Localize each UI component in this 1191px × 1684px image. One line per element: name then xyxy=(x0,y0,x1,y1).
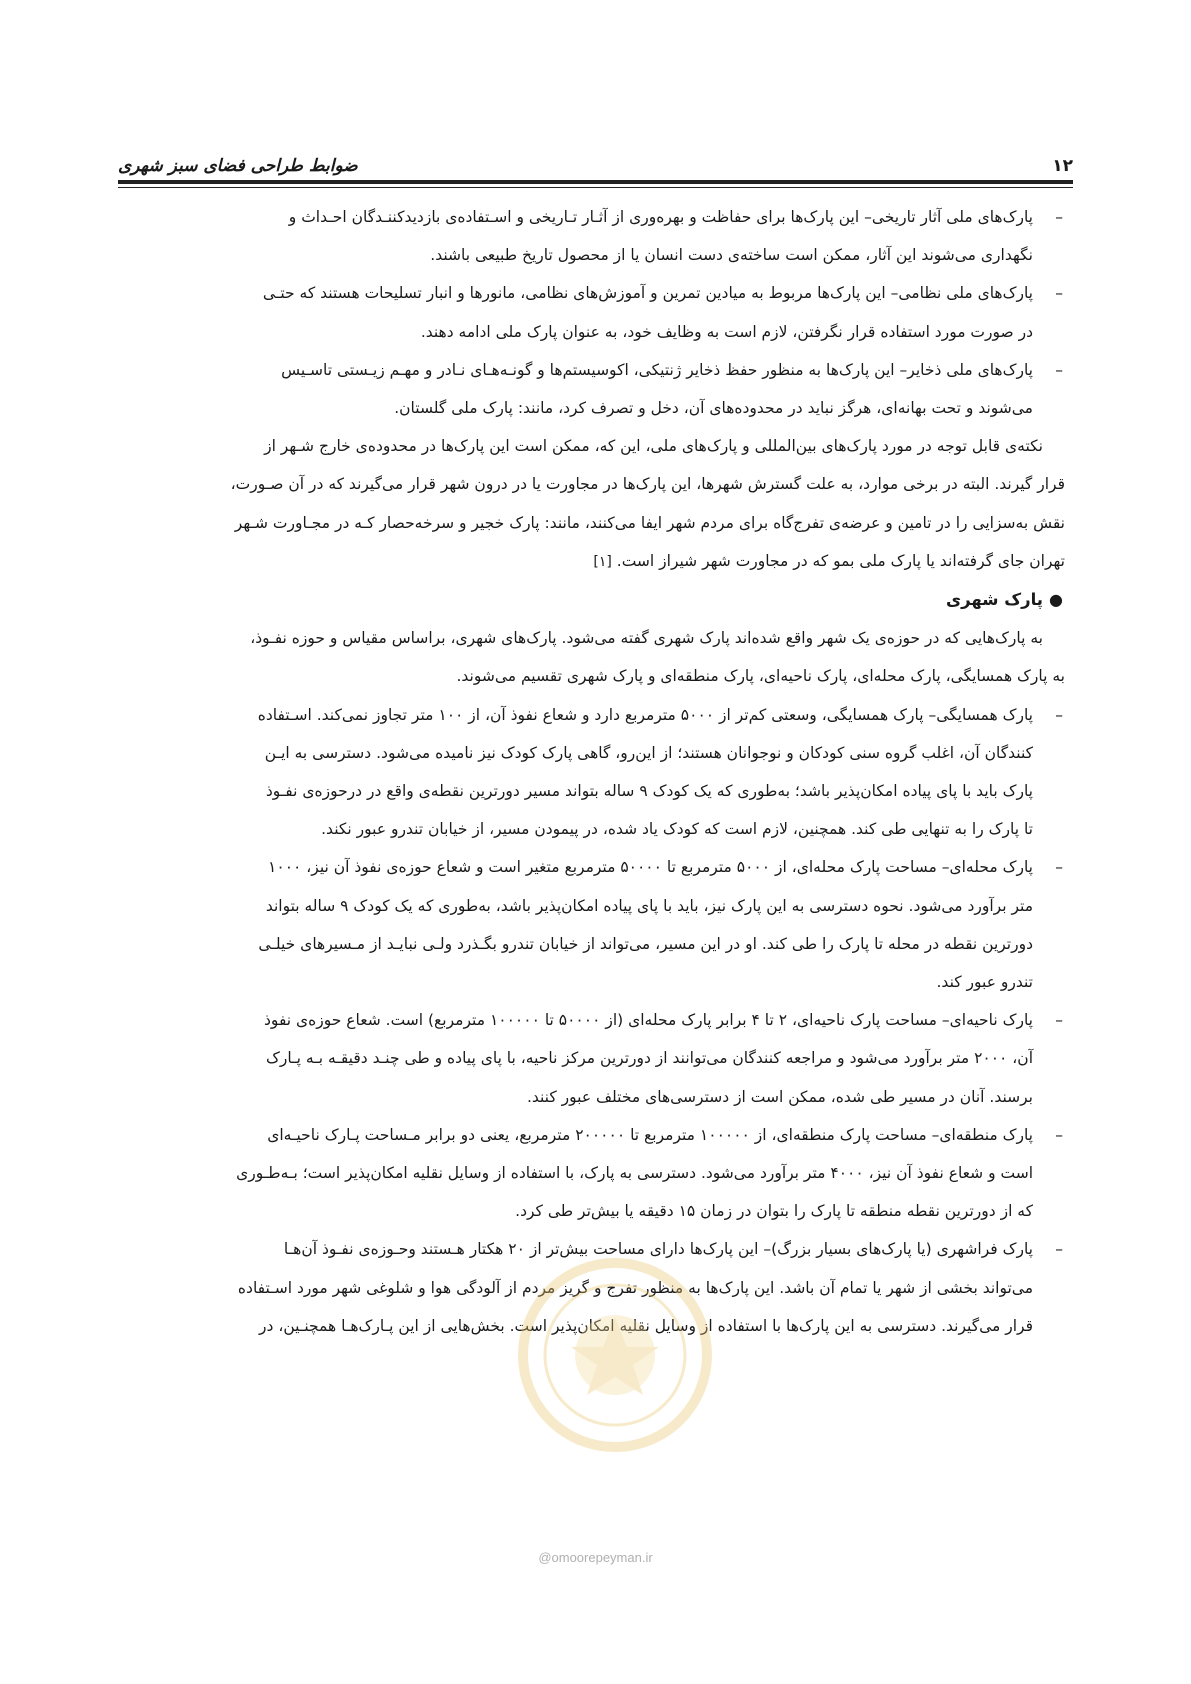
text-line: پارک‌های ملی ذخایر– این پارک‌ها به منظور حفظ ذخایر ژنتیکی، اکوسیستم‌ها و گونـه‌هـای نـادر و مهـم زیـستی تاسـیس xyxy=(281,360,1033,379)
text-line: پارک منطقه‌ای– مساحت پارک منطقه‌ای، از ۱۰۰۰۰۰ مترمربع تا ۲۰۰۰۰۰ مترمربع، یعنی دو برابر مـساحت پـارک ناحیـه‌ای xyxy=(267,1125,1033,1144)
text-line: قرار گیرند. البته در برخی موارد، به علت گسترش شهرها، این پارک‌ها در مجاورت یا در درون شهر قرار می‌گیرند که در آن صـورت، xyxy=(230,475,1065,494)
dash-bullet: – xyxy=(1055,1011,1063,1030)
running-title: ضوابط طراحی فضای سبز شهری xyxy=(118,156,358,176)
text-line: به پارک همسایگی، پارک محله‌ای، پارک ناحیه‌ای، پارک منطقه‌ای و پارک شهری تقسیم می‌شوند. xyxy=(456,667,1065,686)
intro-paragraph xyxy=(118,619,1065,695)
list-item xyxy=(118,848,1065,1001)
dash-bullet: – xyxy=(1055,858,1063,877)
bullet-icon: ● xyxy=(1049,590,1063,610)
text-line: متر برآورد می‌شود. نحوه دسترسی به این پارک نیز، باید با پای پیاده امکان‌پذیر باشد، به‌طوری که یک کودک ۹ ساله بتواند xyxy=(265,896,1033,915)
dash-bullet: – xyxy=(1055,1125,1063,1144)
dash-bullet: – xyxy=(1055,208,1063,226)
text-line: می‌تواند بخشی از شهر یا تمام آن باشد. این پارک‌ها به منظور تفرج و گریز مردم از آلودگی هوا و شلوغی شهر مورد اسـتفاده xyxy=(237,1278,1033,1297)
list-item xyxy=(118,351,1065,427)
text-line: پارک‌های ملی نظامی– این پارک‌ها مربوط به میادین تمرین و آموزش‌های نظامی، مانورها و انبار تسلیحات هستند که حتـی xyxy=(262,284,1033,303)
text-line: پارک محله‌ای– مساحت پارک محله‌ای، از ۵۰۰۰ مترمربع تا ۵۰۰۰۰ مترمربع متغیر است و شعاع حوزه‌ی نفوذ آن نیز، ۱۰۰۰ xyxy=(268,858,1033,877)
text-line: نقش به‌سزایی را در تامین و عرضه‌ی تفرج‌گاه برای مردم شهر ایفا می‌کنند، مانند: پارک خجیر و سرخه‌حصار کـه در مجـاورت شـهر xyxy=(234,513,1065,532)
text-line: پارک باید با پای پیاده امکان‌پذیر باشد؛ به‌طوری که یک کودک ۹ ساله بتواند مسیر دورترین نقطه‌ی واقع در درحوزه‌ی نفـوذ xyxy=(265,782,1033,801)
text-line: نگهداری می‌شوند این آثار، ممکن است ساخته‌ی دست انسان یا از محصول تاریخ طبیعی باشند. xyxy=(430,246,1033,265)
dash-bullet: – xyxy=(1055,360,1063,379)
text-line-content: تهران جای گرفته‌اند یا پارک ملی بمو که در مجاورت شهر شیراز است. xyxy=(616,551,1065,570)
text-line: کنندگان آن، اغلب گروه سنی کودکان و نوجوانان هستند؛ از این‌رو، گاهی پارک کودک نیز نامیده می‌شود. دسترسی به ایـن xyxy=(264,743,1033,762)
text-line: تا پارک را به تنهایی طی کند. همچنین، لازم است که کودک یاد شده، در پیمودن مسیر، از خیابان تندرو عبور نکند. xyxy=(321,820,1033,839)
text-line: است و شعاع نفوذ آن نیز، ۴۰۰۰ متر برآورد می‌شود. دسترسی به پارک، با استفاده از وسایل نقلیه امکان‌پذیر است؛ بـه‌طـوری xyxy=(236,1164,1033,1183)
text-line: به پارک‌هایی که در حوزه‌ی یک شهر واقع شده‌اند پارک شهری گفته می‌شود. پارک‌های شهری، براساس مقیاس و حوزه نفـوذ، xyxy=(250,629,1043,648)
text-line: قرار می‌گیرند. دسترسی به این پارک‌ها با استفاده از وسایل نقلیه امکان‌پذیر است. بخش‌هایی از این پـارک‌هـا همچنـین، در xyxy=(259,1316,1033,1335)
text-line: پارک‌های ملی آثار تاریخی– این پارک‌ها برای حفاظت و بهره‌وری از آثـار تـاریخی و اسـتفاده‌ی بازدیدکننـدگان احـداث و xyxy=(288,208,1033,226)
text-line: آن، ۲۰۰۰ متر برآورد می‌شود و مراجعه کنندگان می‌توانند از دورترین مرکز ناحیه، با پای پیاده و طی چنـد دقیقـه بـه پـارک xyxy=(266,1049,1033,1068)
list-item xyxy=(118,696,1065,849)
text-line: پارک ناحیه‌ای– مساحت پارک ناحیه‌ای، ۲ تا ۴ برابر پارک محله‌ای (از ۵۰۰۰۰ تا ۱۰۰۰۰۰ مترمربع) است. شعاع حوزه‌ی نفوذ xyxy=(264,1011,1033,1030)
header-rule-thin xyxy=(118,187,1073,188)
dash-bullet: – xyxy=(1055,1240,1063,1259)
list-item xyxy=(118,1230,1065,1345)
list-item xyxy=(118,1001,1065,1116)
text-line xyxy=(118,542,1065,581)
list-item xyxy=(118,274,1065,350)
watermark-text: @omoorepeyman.ir xyxy=(538,1550,653,1565)
text-line: در صورت مورد استفاده قرار نگرفتن، لازم است به وظایف خود، به عنوان پارک ملی ادامه دهند. xyxy=(420,322,1033,341)
section-heading xyxy=(118,581,1065,619)
text-line: می‌شوند و تحت بهانه‌ای، هرگز نباید در محدوده‌های آن، دخل و تصرف کرد، مانند: پارک ملی گلستان. xyxy=(394,399,1033,418)
page-header xyxy=(118,140,1073,176)
text-line: پارک فراشهری (یا پارک‌های بسیار بزرگ)– این پارک‌ها دارای مساحت بیش‌تر از ۲۰ هکتار هـستند وحـوزه‌ی نفـوذ آن‌هـا xyxy=(283,1240,1033,1259)
page-number: ۱۲ xyxy=(1052,156,1073,176)
dash-bullet: – xyxy=(1055,705,1063,724)
header-rule-thick xyxy=(118,180,1073,184)
text-line: دورترین نقطه در محله تا پارک را طی کند. او در این مسیر، می‌تواند از خیابان تندرو بگـذرد ولـی نبایـد از مـسیرهای خیلـی xyxy=(258,934,1033,953)
list-item xyxy=(118,198,1065,274)
text-line: پارک همسایگی– پارک همسایگی، وسعتی کم‌تر از ۵۰۰۰ مترمربع دارد و شعاع نفوذ آن، از ۱۰۰ متر تجاوز نمی‌کند. اسـتفاده xyxy=(257,705,1033,724)
text-line: برسند. آنان در مسیر طی شده، ممکن است از دسترسی‌های مختلف عبور کنند. xyxy=(526,1087,1033,1106)
section-heading-text: پارک شهری xyxy=(945,590,1043,610)
body-text xyxy=(118,198,1065,1345)
citation: [۱] xyxy=(593,553,612,570)
dash-bullet: – xyxy=(1055,284,1063,303)
list-item xyxy=(118,1116,1065,1231)
text-line: نکته‌ی قابل توجه در مورد پارک‌های بین‌المللی و پارک‌های ملی، این که، ممکن است این پارک‌ها در محدوده‌ی خارج شـهر از xyxy=(264,437,1043,456)
text-line: که از دورترین نقطه منطقه تا پارک را بتوان در زمان ۱۵ دقیقه یا بیش‌تر طی کرد. xyxy=(515,1202,1033,1221)
text-line: تندرو عبور کند. xyxy=(936,973,1033,992)
note-paragraph xyxy=(118,427,1065,581)
